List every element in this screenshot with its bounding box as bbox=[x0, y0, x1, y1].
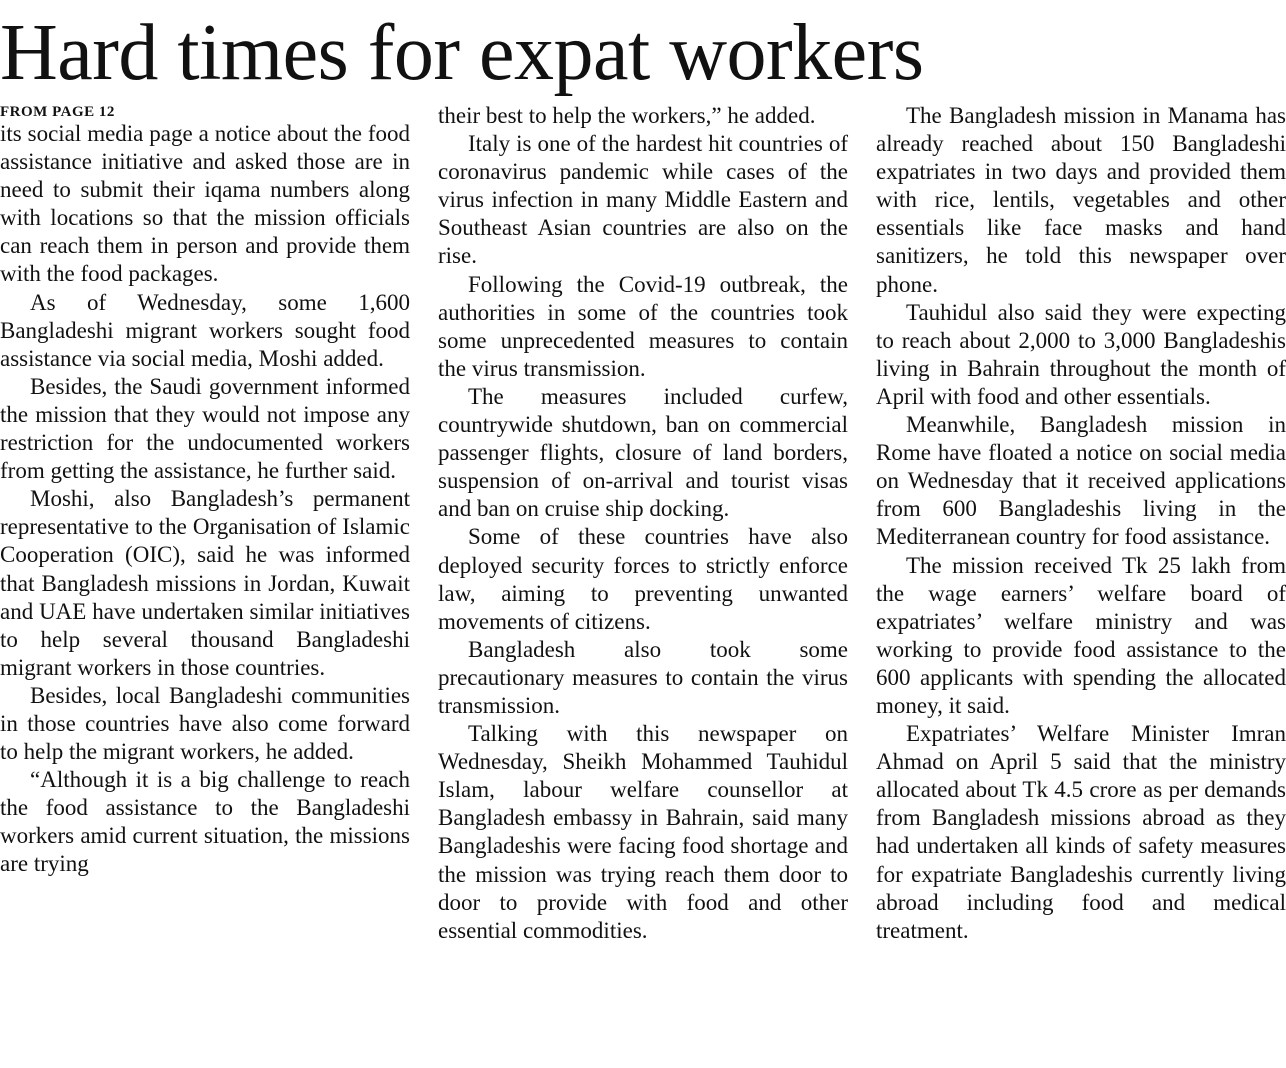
paragraph: The mission received Tk 25 lakh from the wage earners’ welfare board of expatriates’ welfare ministry and was working to provide food assistance to the 600 applicants with spending the allocated money, it said. bbox=[876, 552, 1286, 718]
paragraph: Some of these countries have also deployed security forces to strictly enforce law, aiming to preventing unwanted movements of citizens. bbox=[438, 524, 848, 634]
paragraph: Tauhidul also said they were expecting to reach about 2,000 to 3,000 Bangladeshis living in Bahrain throughout the month of April with food and other essentials. bbox=[876, 299, 1286, 409]
paragraph: Expatriates’ Welfare Minister Imran Ahmad on April 5 said that the ministry allocated about Tk 4.5 crore as per demands from Bangladesh missions abroad as they had undertaken all kinds of safety measures for expatriate Bangladeshis currently living abroad including food and medical treatment. bbox=[876, 721, 1286, 943]
paragraph: The Bangladesh mission in Manama has already reached about 150 Bangladeshi expatriates in two days and provided them with rice, lentils, vegetables and other essentials like face masks and hand sanitizers, he told this newspaper over phone. bbox=[876, 103, 1286, 297]
headline: Hard times for expat workers bbox=[0, 9, 924, 97]
paragraph: their best to help the workers,” he added. bbox=[438, 103, 816, 128]
paragraph: Meanwhile, Bangladesh mission in Rome have floated a notice on social media on Wednesday that it received applications from 600 Bangladeshis living in the Mediterranean country for food assistance. bbox=[876, 412, 1286, 550]
paragraph: The measures included curfew, countrywide shutdown, ban on commercial passenger flights, closure of land borders, suspension of on-arrival and tourist visas and ban on cruise ship docking. bbox=[438, 383, 848, 522]
paragraph: its social media page a notice about the food assistance initiative and asked those are in need to submit their iqama numbers along with locations so that the mission officials can reach them in person and provide them with the food packages. bbox=[0, 121, 410, 287]
paragraph: Italy is one of the hardest hit countries of coronavirus pandemic while cases of the virus infection in many Middle Eastern and Southeast Asian countries are also on the rise. bbox=[438, 131, 848, 269]
article-column-2 bbox=[438, 102, 848, 945]
jump-line: FROM PAGE 12 bbox=[0, 104, 115, 120]
paragraph: Besides, local Bangladeshi communities in those countries have also come forward to help the migrant workers, he added. bbox=[0, 682, 410, 765]
paragraph: Following the Covid-19 outbreak, the authorities in some of the countries took some unprecedented measures to contain the virus transmission. bbox=[438, 271, 848, 381]
paragraph: Besides, the Saudi government informed the mission that they would not impose any restriction for the undocumented workers from getting the assistance, he further said. bbox=[0, 373, 410, 484]
paragraph: Moshi, also Bangladesh’s permanent representative to the Organisation of Islamic Cooperation (OIC), said he was informed that Bangladesh missions in Jordan, Kuwait and UAE have undertaken similar initiatives to help several thousand Bangladeshi migrant workers in those countries. bbox=[0, 486, 410, 680]
paragraph: Bangladesh also took some precautionary measures to contain the virus transmission. bbox=[438, 636, 848, 718]
article-column-3 bbox=[876, 102, 1286, 945]
paragraph: As of Wednesday, some 1,600 Bangladeshi migrant workers sought food assistance via social media, Moshi added. bbox=[0, 289, 410, 371]
paragraph: “Although it is a big challenge to reach the food assistance to the Bangladeshi workers amid current situation, the missions are trying bbox=[0, 767, 410, 877]
paragraph: Talking with this newspaper on Wednesday, Sheikh Mohammed Tauhidul Islam, labour welfare counsellor at Bangladesh embassy in Bahrain, said many Bangladeshis were facing food shortage and the mission was trying reach them door to door to provide with food and other essential commodities. bbox=[438, 721, 848, 943]
article-column-1 bbox=[0, 102, 410, 879]
